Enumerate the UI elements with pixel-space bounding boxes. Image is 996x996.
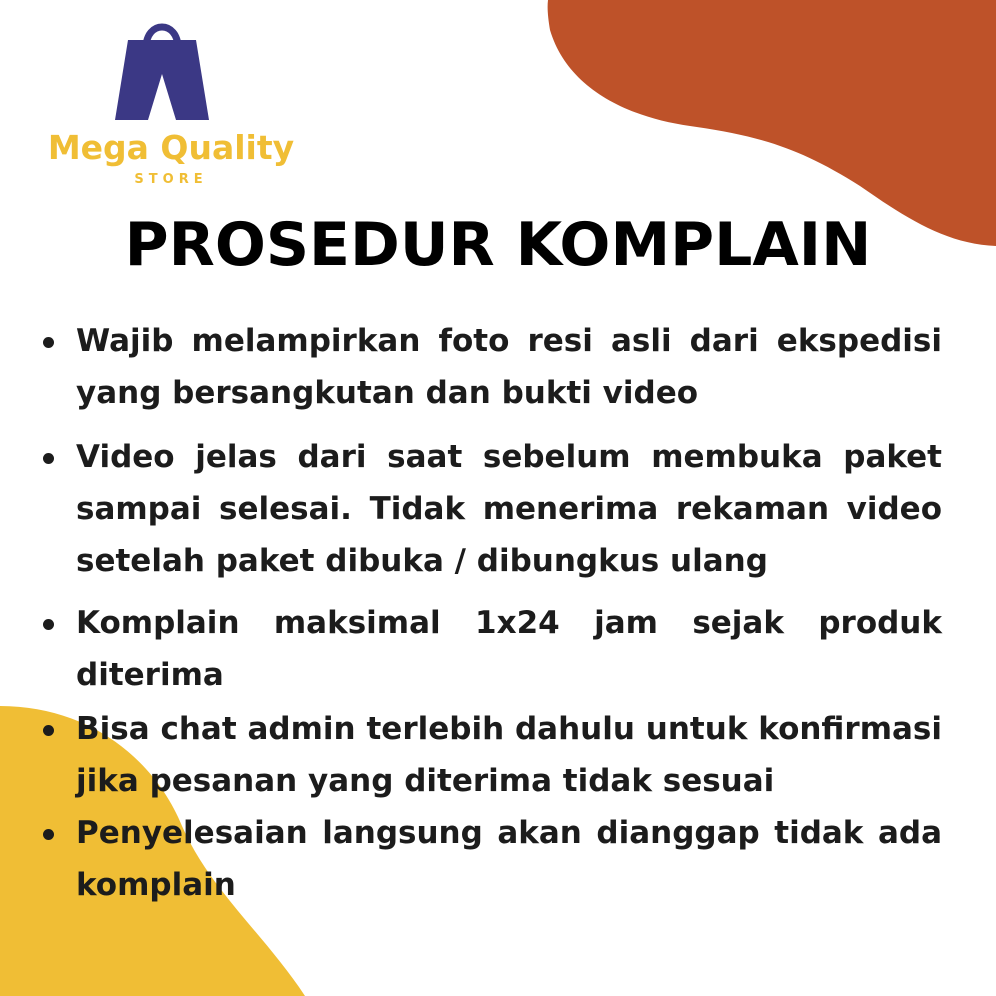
complaint-rules-list <box>40 315 942 911</box>
page-title: PROSEDUR KOMPLAIN <box>124 210 872 280</box>
shopping-bag-icon <box>114 14 210 122</box>
brand-name: Mega Quality <box>47 128 295 167</box>
rule-text: Bisa chat admin terlebih dahulu untuk konfirmasi jika pesanan yang diterima tidak sesuai <box>76 711 942 799</box>
rule-text: Video jelas dari saat sebelum membuka paket sampai selesai. Tidak menerima rekaman video setelah paket dibuka / dibungkus ulang <box>76 439 942 579</box>
rule-item <box>40 703 942 807</box>
rule-item <box>40 807 942 911</box>
bullet-dot-icon <box>43 725 54 736</box>
brand-subtitle: STORE <box>134 172 208 187</box>
rule-item <box>40 431 942 587</box>
rule-text: Penyelesaian langsung akan dianggap tidak ada komplain <box>76 815 942 903</box>
rule-text: Wajib melampirkan foto resi asli dari ekspedisi yang bersangkutan dan bukti video <box>76 323 942 411</box>
bullet-dot-icon <box>43 619 54 630</box>
rule-item <box>40 315 942 419</box>
brand-logo <box>40 14 302 190</box>
bullet-dot-icon <box>43 337 54 348</box>
bullet-dot-icon <box>43 453 54 464</box>
rule-text: Komplain maksimal 1x24 jam sejak produk diterima <box>76 605 942 693</box>
bullet-dot-icon <box>43 829 54 840</box>
rule-item <box>40 597 942 701</box>
